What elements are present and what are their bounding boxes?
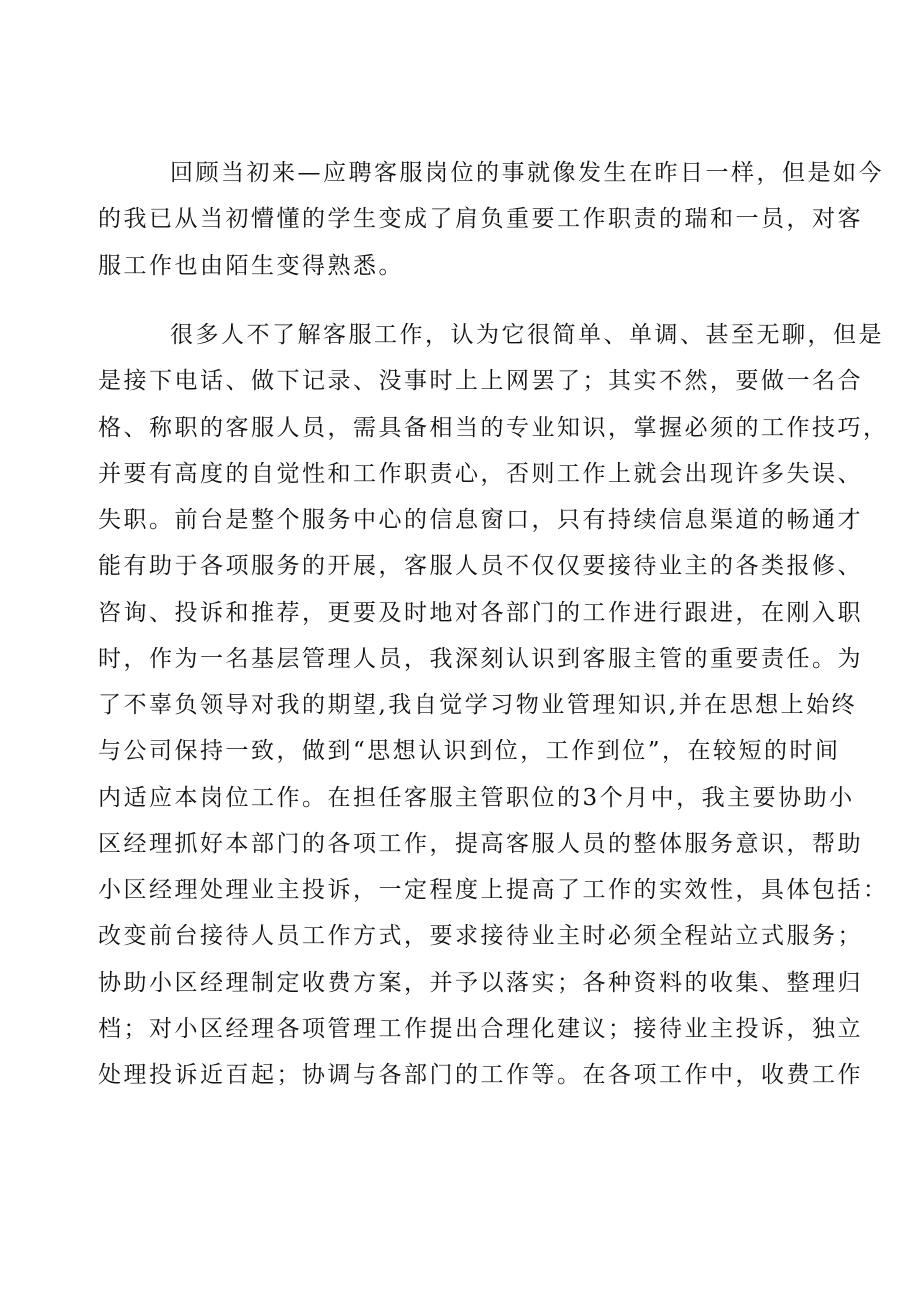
paragraph-line: 时，作为一名基层管理人员，我深刻认识到客服主管的重要责任。为 — [98, 645, 863, 672]
paragraph-line: 格、称职的客服人员，需具备相当的专业知识，掌握必须的工作技巧， — [98, 414, 889, 441]
paragraph-line: 与公司保持一致，做到“思想认识到位，工作到位”，在较短的时间 — [98, 738, 841, 765]
paragraph-line: 很多人不了解客服工作，认为它很简单、单调、甚至无聊，但是 — [170, 322, 884, 348]
paragraph-line: 内适应本岗位工作。在担任客服主管职位的3个月中，我主要协助小 — [98, 784, 855, 811]
paragraph-line: 改变前台接待人员工作方式，要求接待业主时必须全程站立式服务； — [98, 923, 863, 950]
paragraph-line: 回顾当初来—应聘客服岗位的事就像发生在昨日一样，但是如今 — [170, 160, 884, 186]
paragraph-line: 的我已从当初懵懂的学生变成了肩负重要工作职责的瑞和一员，对客 — [98, 206, 863, 233]
paragraph-line: 协助小区经理制定收费方案，并予以落实；各种资料的收集、整理归 — [98, 969, 863, 996]
paragraph-line: 区经理抓好本部门的各项工作，提高客服人员的整体服务意识，帮助 — [98, 830, 863, 857]
paragraph-2 — [98, 312, 889, 1098]
paragraph-line: 是接下电话、做下记录、没事时上上网罢了；其实不然，要做一名合 — [98, 368, 863, 395]
paragraph-1 — [98, 150, 884, 289]
paragraph-line: 小区经理处理业主投诉，一定程度上提高了工作的实效性，具体包括： — [98, 877, 889, 903]
paragraph-line: 咨询、投诉和推荐，更要及时地对各部门的工作进行跟进，在刚入职 — [98, 599, 863, 626]
paragraph-line: 失职。前台是整个服务中心的信息窗口，只有持续信息渠道的畅通才 — [98, 507, 863, 533]
paragraph-line: 服工作也由陌生变得熟悉。 — [98, 252, 404, 279]
paragraph-line: 处理投诉近百起；协调与各部门的工作等。在各项工作中，收费工作 — [98, 1062, 863, 1088]
paragraph-line: 并要有高度的自觉性和工作职责心，否则工作上就会出现许多失误、 — [98, 460, 863, 487]
paragraph-line: 了不辜负领导对我的期望,我自觉学习物业管理知识,并在思想上始终 — [98, 692, 858, 718]
paragraph-line: 能有助于各项服务的开展，客服人员不仅仅要接待业主的各类报修、 — [98, 553, 863, 580]
paragraph-line: 档；对小区经理各项管理工作提出合理化建议；接待业主投诉，独立 — [98, 1015, 863, 1042]
